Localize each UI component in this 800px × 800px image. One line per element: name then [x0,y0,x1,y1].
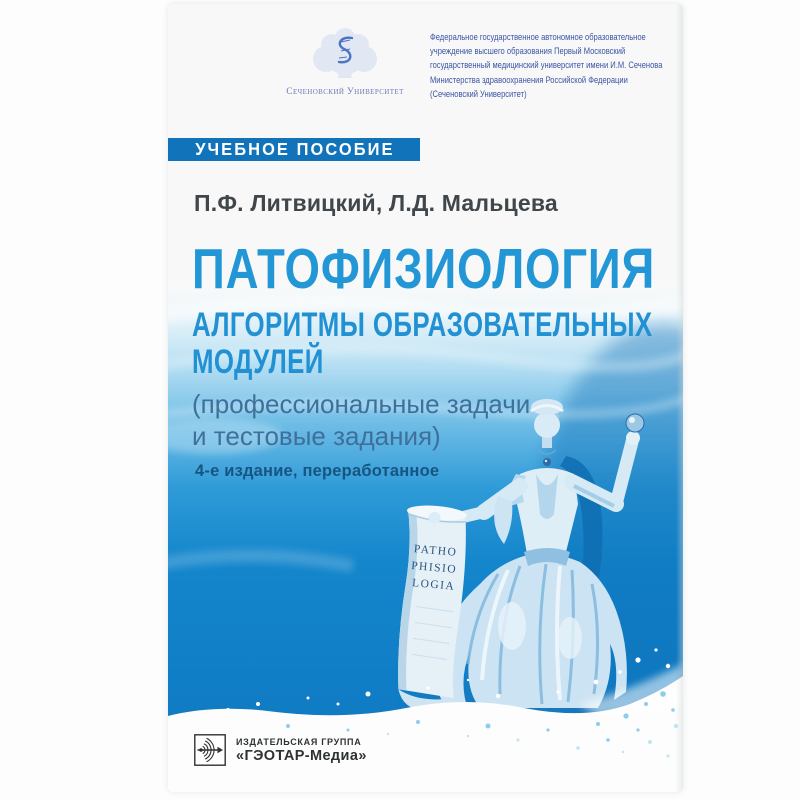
statue-head [534,412,560,438]
statue-orb [626,414,644,432]
note-line: (профессиональные задачи [192,389,531,419]
sechenov-tree-icon [280,26,410,80]
book-subtitle [192,307,653,381]
scroll-text-line: LOGIA [411,577,456,593]
series-banner [168,138,420,161]
book-cover [168,4,683,792]
publisher-name: «ГЭОТАР-Медиа» [236,747,367,764]
statue-pendant [543,458,551,466]
affiliation-line: (Сеченовский Университет) [430,88,527,99]
authors: П.Ф. Литвицкий, Л.Д. Мальцева [194,190,558,216]
sechenov-university-logo [280,26,410,97]
university-affiliation [430,30,662,101]
edition-note: 4-е издание, переработанное [195,462,440,480]
scroll-text-line: PHISIO [410,559,458,576]
scroll-text [409,543,459,593]
affiliation-line: Федеральное государственное автономное образовательное [430,32,646,42]
subtitle-line: МОДУЛЕЙ [192,343,324,381]
sechenov-university-name: Сеченовский Университет [286,87,404,97]
affiliation-line: Министерства здравоохранения Российской Федерации [430,74,628,85]
book-title: ПАТОФИЗИОЛОГИЯ [192,237,656,301]
series-banner-label: УЧЕБНОЕ ПОСОБИЕ [195,139,395,159]
publisher-logo-block [194,734,367,766]
scroll-text-line: PATHO [413,543,458,559]
note-line: и тестовые задания) [192,421,441,451]
affiliation-line: учреждение высшего образования Первый Московский [430,46,626,57]
publisher-group-label: ИЗДАТЕЛЬСКАЯ ГРУППА [236,736,362,747]
affiliation-line: государственный медицинский университет имени И.М. Сеченова [430,60,663,71]
subtitle-note [192,388,530,452]
geotar-logo-icon [194,734,226,766]
subtitle-line: АЛГОРИТМЫ ОБРАЗОВАТЕЛЬНЫХ [192,306,653,344]
